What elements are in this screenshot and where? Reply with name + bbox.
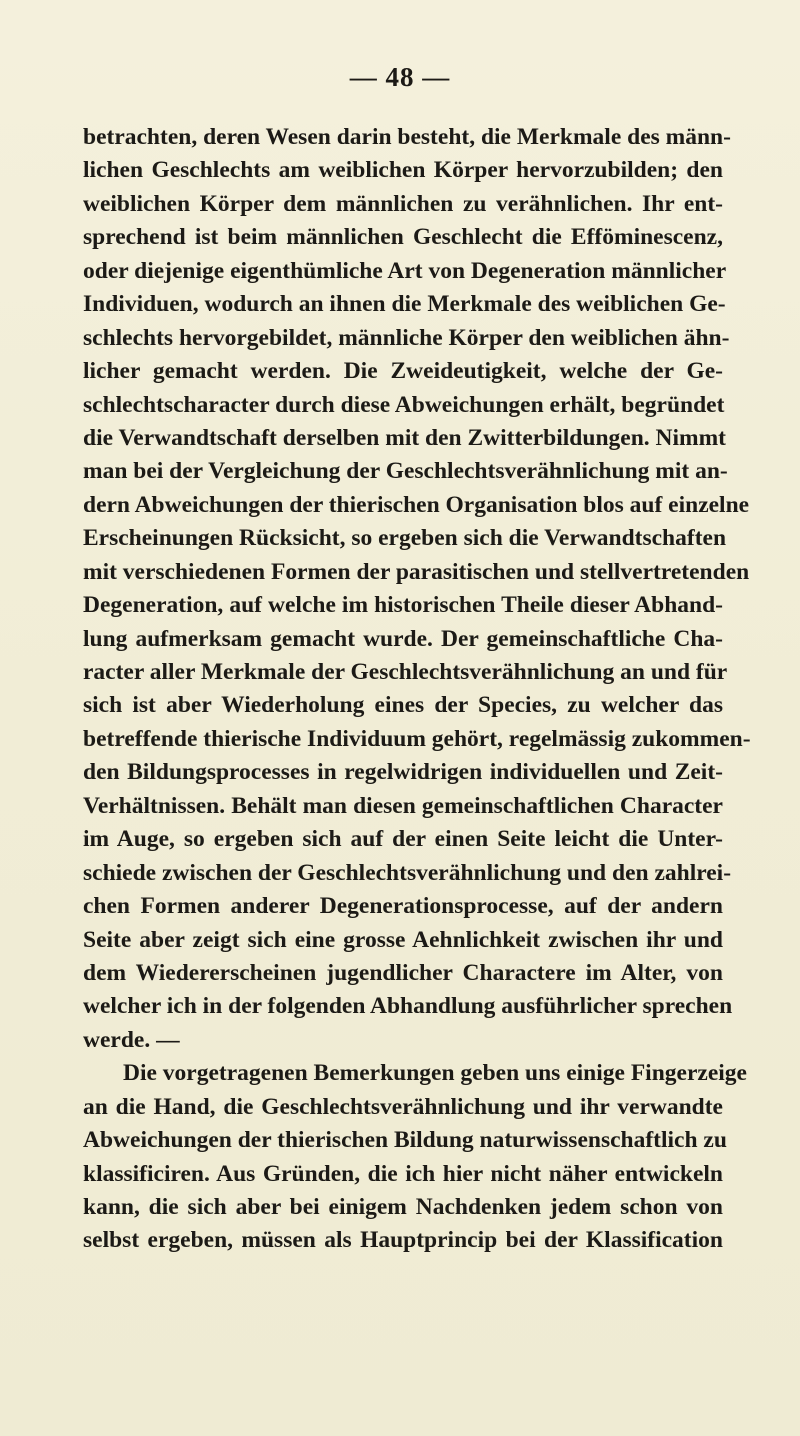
text-line: Erscheinungen Rücksicht, so ergeben sich die Verwandtschaften [83, 525, 727, 552]
page-number: — 48 — [349, 62, 451, 92]
text-line: licher gemacht werden. Die Zweideutigkeit, welche der Ge- [83, 358, 723, 385]
text-line: chen Formen anderer Degenerationsprocesse, auf der andern [83, 893, 723, 920]
text-line: Verhältnissen. Behält man diesen gemeinschaftlichen Character [83, 792, 723, 819]
text-line: klassificiren. Aus Gründen, die ich hier nicht näher entwickeln [83, 1160, 723, 1187]
text-line: lichen Geschlechts am weiblichen Körper hervorzubilden; den [83, 157, 723, 184]
text-line: Abweichungen der thierischen Bildung naturwissenschaftlich zu [83, 1127, 727, 1154]
paragraph-end-line: werde. — [83, 1026, 180, 1053]
text-line: schiede zwischen der Geschlechtsverähnlichung und den zahlrei- [83, 859, 732, 886]
text-line: Degeneration, auf welche im historischen Theile dieser Abhand- [83, 592, 723, 619]
text-line: Individuen, wodurch an ihnen die Merkmale des weiblichen Ge- [83, 291, 726, 318]
text-line: dern Abweichungen der thierischen Organisation blos auf einzelne [83, 491, 750, 518]
text-line: Seite aber zeigt sich eine grosse Aehnlichkeit zwischen ihr und [83, 926, 723, 953]
text-line: weiblichen Körper dem männlichen zu verähnlichen. Ihr ent- [83, 190, 723, 217]
body-text [83, 121, 751, 1258]
text-line: an die Hand, die Geschlechtsverähnlichung und ihr verwandte [83, 1093, 723, 1120]
text-line: im Auge, so ergeben sich auf der einen Seite leicht die Unter- [83, 826, 723, 853]
text-line: oder diejenige eigenthümliche Art von Degeneration männlicher [83, 257, 727, 284]
text-line: mit verschiedenen Formen der parasitischen und stellvertretenden [83, 558, 750, 585]
text-line: sich ist aber Wiederholung eines der Species, zu welcher das [83, 692, 723, 719]
text-line: betreffende thierische Individuum gehört, regelmässig zukommen- [83, 725, 751, 752]
text-line: lung aufmerksam gemacht wurde. Der gemeinschaftliche Cha- [83, 625, 723, 652]
text-line: schlechts hervorgebildet, männliche Körper den weiblichen ähn- [83, 324, 730, 351]
text-line: den Bildungsprocesses in regelwidrigen individuellen und Zeit- [83, 759, 723, 786]
text-line: sprechend ist beim männlichen Geschlecht die Efföminescenz, [83, 224, 723, 251]
text-line: welcher ich in der folgenden Abhandlung ausführlicher sprechen [83, 993, 733, 1020]
text-line: man bei der Vergleichung der Geschlechtsverähnlichung mit an- [83, 458, 728, 485]
text-line: die Verwandtschaft derselben mit den Zwitterbildungen. Nimmt [83, 424, 726, 451]
paragraph-start-line: Die vorgetragenen Bemerkungen geben uns einige Fingerzeige [123, 1060, 747, 1087]
text-line: racter aller Merkmale der Geschlechtsverähnlichung an und für [83, 659, 728, 685]
text-line: kann, die sich aber bei einigem Nachdenken jedem schon von [83, 1194, 723, 1220]
text-line: dem Wiedererscheinen jugendlicher Charactere im Alter, von [83, 959, 723, 986]
text-line: betrachten, deren Wesen darin besteht, die Merkmale des männ- [83, 124, 731, 150]
text-line: selbst ergeben, müssen als Hauptprincip bei der Klassification [83, 1227, 723, 1254]
text-line: schlechtscharacter durch diese Abweichungen erhält, begründet [83, 391, 725, 418]
